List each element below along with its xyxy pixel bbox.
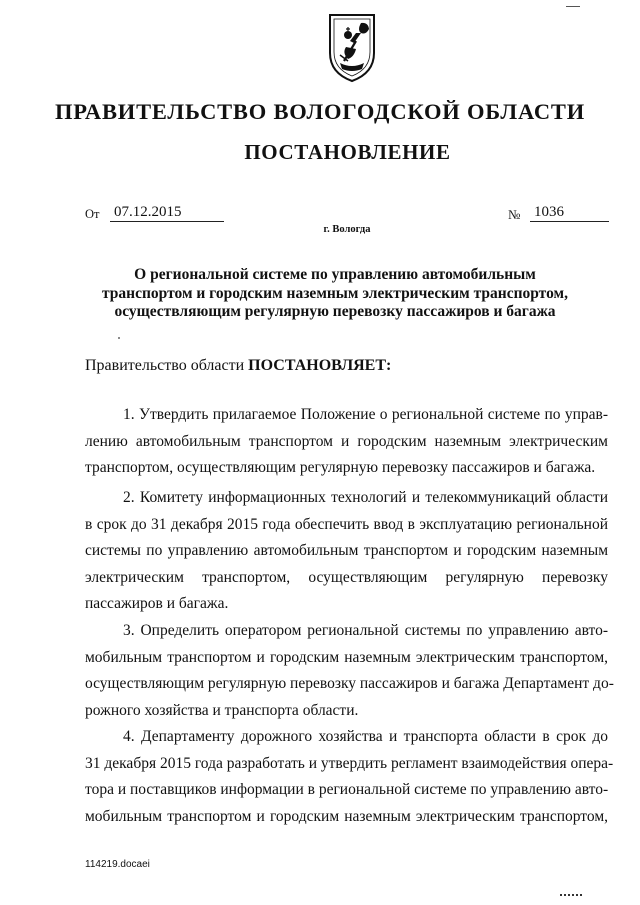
clause-line: мобильным транспортом и городским наземным электрическим транспортом, [85, 648, 608, 666]
clause-line: в срок до 31 декабря 2015 года обеспечить ввод в эксплуатацию региональной [85, 515, 608, 533]
document-title: О региональной системе по управлению автомобильным транспортом и городским наземным электрическим транспортом, осуществляющим регулярную перевозку пассажиров и багажа [102, 266, 568, 320]
government-header: ПРАВИТЕЛЬСТВО ВОЛОГОДСКОЙ ОБЛАСТИ [54, 99, 586, 124]
clause-line: лению автомобильным транспортом и городским наземным электрическим [85, 432, 608, 450]
clause-line: 3. Определить оператором региональной системы по управлению авто- [123, 622, 608, 639]
clause-line: транспортом, осуществляющим регулярную перевозку пассажиров и багажа. [85, 459, 596, 476]
clause-line: рожного хозяйства и транспорта области. [85, 701, 359, 719]
clause-2 [85, 485, 608, 618]
clause-line: 1. Утвердить прилагаемое Положение о региональной системе по управ- [123, 406, 608, 423]
document-type: ПОСТАНОВЛЕНИЕ [244, 140, 451, 164]
clause-line: системы по управлению автомобильным транспортом и городским наземным [85, 542, 608, 559]
preamble-resolves: ПОСТАНОВЛЯЕТ: [248, 357, 392, 374]
preamble-text: Правительство области [85, 357, 249, 374]
clause-line: мобильным транспортом и городским наземным электрическим транспортом, [85, 807, 608, 825]
clause-line: тора и поставщиков информации в региональной системе по управлению авто- [85, 781, 609, 798]
clause-line: 4. Департаменту дорожного хозяйства и транспорта области в срок до [123, 728, 608, 745]
clause-line: 31 декабря 2015 года разработать и утвердить регламент взаимодействия опера- [85, 754, 614, 772]
scan-mark [566, 0, 580, 7]
clause-line: 2. Комитету информационных технологий и телекоммуникаций области [123, 489, 608, 506]
number-prefix: № [508, 207, 521, 222]
clause-line: пассажиров и багажа. [85, 595, 229, 612]
clause-3 [85, 618, 614, 724]
date-prefix: От [85, 207, 100, 221]
clause-line: осуществляющим регулярную перевозку пассажиров и багажа Департамент до- [85, 675, 614, 692]
footer-filename: 114219.docaei [85, 859, 150, 870]
coat-of-arms-emblem [328, 13, 376, 83]
scan-mark-bottom [560, 894, 582, 900]
document-date: 07.12.2015 [110, 204, 224, 222]
document-number: 1036 [530, 204, 609, 222]
clause-line: электрическим транспортом, осуществляющим регулярную перевозку [85, 568, 608, 586]
city-label: г. Вологда [323, 224, 371, 235]
scan-speck [118, 337, 120, 339]
clause-1 [85, 402, 608, 482]
clause-4 [85, 724, 614, 830]
preamble [85, 357, 391, 375]
